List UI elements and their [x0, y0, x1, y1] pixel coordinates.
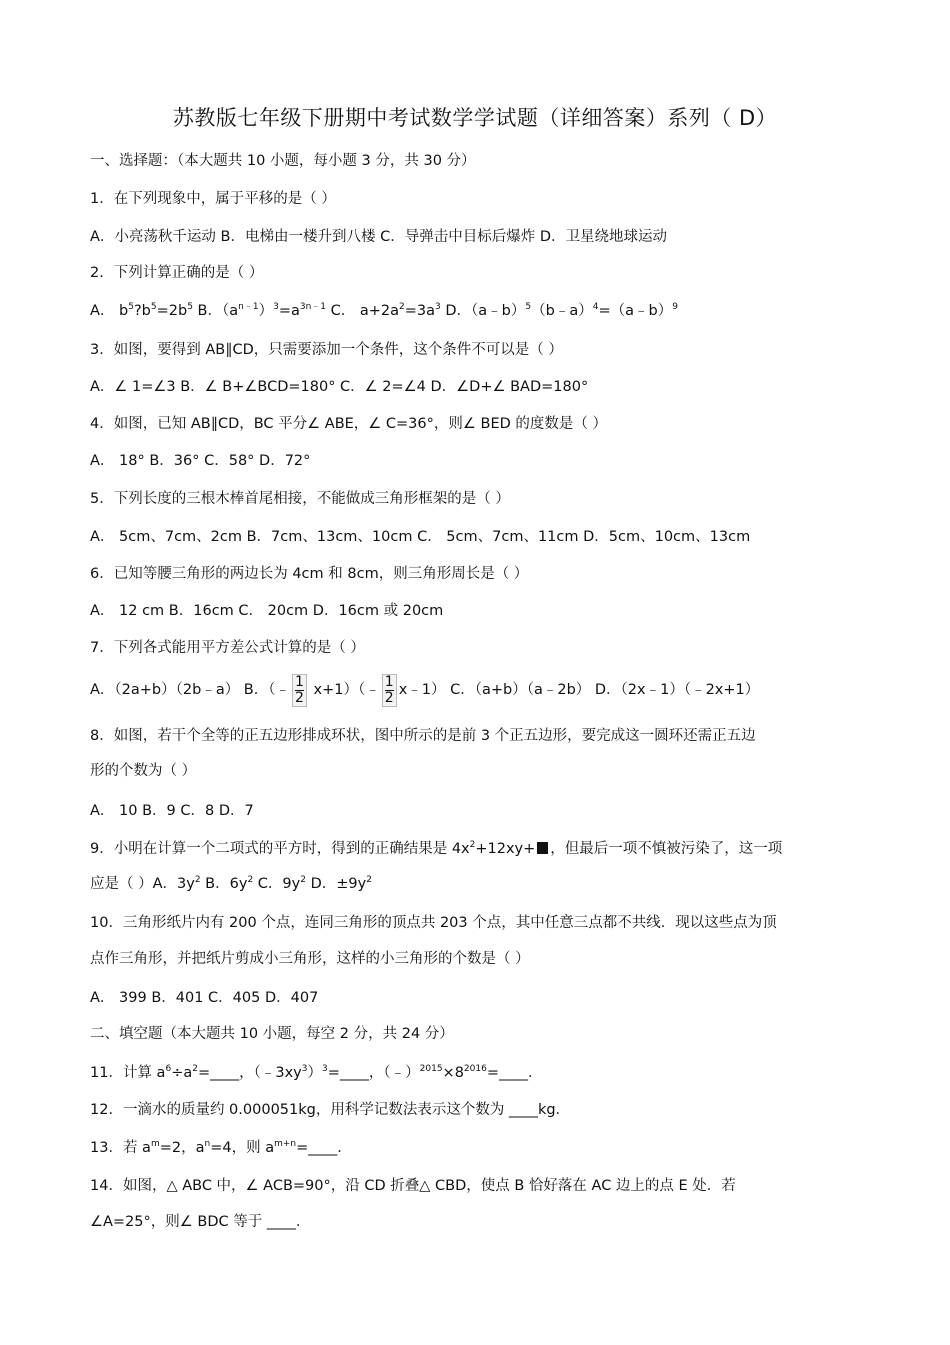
fraction-one-half: $\frac{1}{2}$	[382, 674, 397, 707]
question-2: 2．下列计算正确的是（ ）	[90, 265, 264, 281]
question-12: 12．一滴水的质量约 0.000051kg，用科学记数法表示这个数为 ____kg．	[90, 1102, 571, 1118]
question-13: 13．若 $a^m=2$，$a^n=4$，则 $a^{m+n}=\_\_\_\_$．	[90, 1139, 352, 1156]
question-14-line-1: 14．如图，△ ABC 中，∠ ACB=90°，沿 CD 折叠△ CBD，使点 B 恰好落在 AC 边上的点 E 处．若	[90, 1178, 736, 1194]
question-14-line-2: ∠A=25°，则∠ BDC 等于 ____．	[90, 1214, 311, 1230]
question-3-options: A．∠ 1=∠3 B．∠ B+∠BCD=180° C．∠ 2=∠4 D．∠D+∠ BAD=180°	[90, 379, 589, 395]
question-10-options: A． 399 B．401 C．405 D．407	[90, 990, 319, 1006]
section-heading-fill: 二、填空题（本大题共 10 小题，每空 2 分，共 24 分）	[90, 1026, 454, 1042]
question-8-line-2: 形的个数为（ ）	[90, 763, 197, 779]
ink-blot	[537, 842, 548, 854]
question-10-line-1: 10．三角形纸片内有 200 个点，连同三角形的顶点共 203 个点，其中任意三点都不共线．现以这些点为顶	[90, 915, 777, 931]
question-6: 6．已知等腰三角形的两边长为 4cm 和 8cm，则三角形周长是（ ）	[90, 566, 529, 582]
section-heading-choice: 一、选择题：（本大题共 10 小题，每小题 3 分，共 30 分）	[90, 153, 476, 169]
question-2-options: A． $b^5?b^5=2b^5$ B．$(a^{n﹣1})^3=a^{3n﹣1}$ C． $a+2a^2=3a^3$ D．（a﹣b）$^5$（b﹣a）$^4$=（a﹣b）$^9$	[90, 302, 678, 319]
question-11: 11．计算 $a^6\div a^2=\_\_\_\_$，$(﹣3xy^3)^3=\_\_\_\_$，$(﹣)^{2015}\times 8^{2016}=\_\_\_\_$．	[90, 1064, 543, 1081]
question-10-line-2: 点作三角形，并把纸片剪成小三角形，这样的小三角形的个数是（ ）	[90, 951, 530, 967]
question-1: 1．在下列现象中，属于平移的是（ ）	[90, 191, 336, 207]
question-4: 4．如图，已知 AB∥CD，BC 平分∠ ABE，∠ C=36°，则∠ BED 的度数是（ ）	[90, 416, 607, 432]
question-9-line-1: 9．小明在计算一个二项式的平方时，得到的正确结果是 $4x^2+12xy+$ ，但最后一项不慎被污染了，这一项	[90, 840, 783, 857]
question-7-options: A．（2a+b）（2b﹣a） B．（﹣ $\frac{1}{2}$ x+1）（﹣ $\frac{1}{2}$ x﹣1） C．（a+b）（a﹣2b） D．（2x﹣1）（﹣2x+1）	[90, 673, 760, 706]
question-8-options: A． 10 B．9 C．8 D．7	[90, 803, 254, 819]
question-8-line-1: 8．如图，若干个全等的正五边形排成环状，图中所示的是前 3 个正五边形，要完成这一圆环还需正五边	[90, 728, 756, 744]
question-4-options: A． 18° B．36° C．58° D．72°	[90, 453, 311, 469]
question-6-options: A． 12 cm B．16cm C． 20cm D．16cm 或 20cm	[90, 603, 444, 619]
question-7: 7．下列各式能用平方差公式计算的是（ ）	[90, 640, 365, 656]
question-1-options: A．小亮荡秋千运动 B．电梯由一楼升到八楼 C．导弹击中目标后爆炸 D．卫星绕地球运动	[90, 229, 667, 245]
question-3: 3．如图，要得到 AB∥CD，只需要添加一个条件，这个条件不可以是（ ）	[90, 342, 563, 358]
document-title: 苏教版七年级下册期中考试数学学试题（详细答案）系列（ D）	[172, 106, 778, 130]
question-5: 5．下列长度的三根木棒首尾相接，不能做成三角形框架的是（ ）	[90, 491, 510, 507]
question-5-options: A． 5cm、7cm、2cm B．7cm、13cm、10cm C． 5cm、7cm、11cm D．5cm、10cm、13cm	[90, 529, 751, 545]
fraction-one-half: $\frac{1}{2}$	[292, 674, 307, 707]
question-9-line-2: 应是（ ）A．$3y^2$ B．$6y^2$ C．$9y^2$ D．$\pm 9y^2$	[90, 875, 372, 892]
